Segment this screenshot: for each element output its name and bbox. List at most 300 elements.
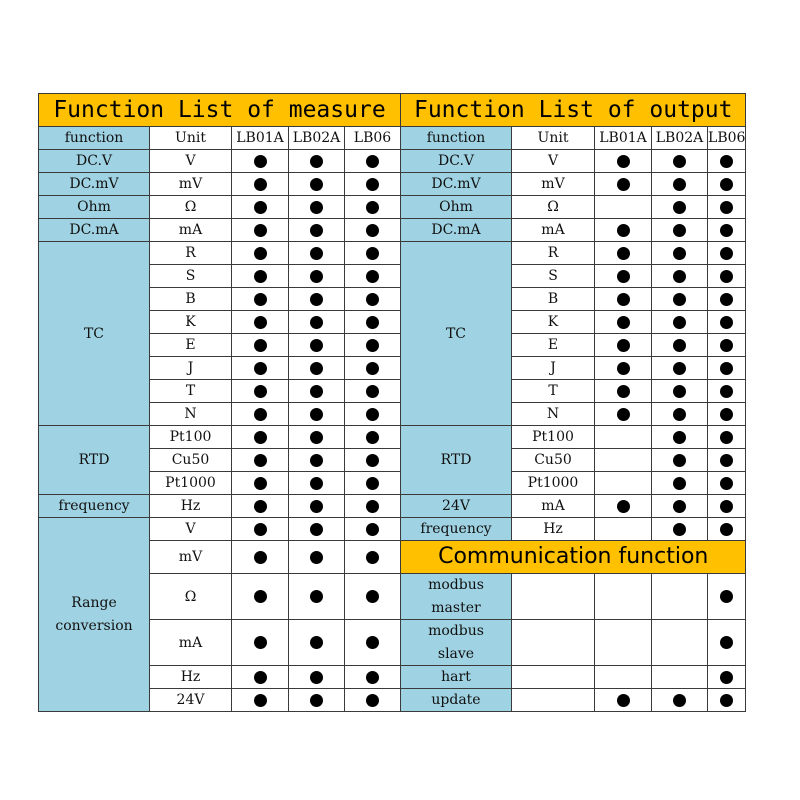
supported-dot-icon	[254, 694, 267, 707]
supported-dot-icon	[366, 636, 379, 649]
support-cell	[345, 150, 401, 173]
supported-dot-icon	[310, 339, 323, 352]
support-cell	[232, 265, 289, 288]
support-cell	[345, 574, 401, 620]
comm-unit	[512, 689, 595, 712]
supported-dot-icon	[720, 339, 733, 352]
output-function: 24V	[401, 495, 512, 518]
support-cell	[289, 518, 345, 541]
supported-dot-icon	[310, 671, 323, 684]
supported-dot-icon	[720, 270, 733, 283]
supported-dot-icon	[673, 523, 686, 536]
support-cell	[708, 380, 746, 403]
support-cell	[345, 380, 401, 403]
support-cell	[708, 472, 746, 495]
supported-dot-icon	[310, 155, 323, 168]
support-cell	[652, 265, 708, 288]
supported-dot-icon	[254, 477, 267, 490]
measure-unit: Ω	[150, 574, 232, 620]
output-function: DC.mV	[401, 173, 512, 196]
comm-function: update	[401, 689, 512, 712]
support-cell	[708, 265, 746, 288]
supported-dot-icon	[673, 201, 686, 214]
support-cell	[345, 541, 401, 574]
support-cell	[345, 449, 401, 472]
support-cell	[595, 357, 652, 380]
support-cell	[595, 380, 652, 403]
support-cell	[652, 242, 708, 265]
output-unit: mV	[512, 173, 595, 196]
support-cell	[232, 403, 289, 426]
supported-dot-icon	[254, 178, 267, 191]
support-cell	[652, 689, 708, 712]
output-unit: B	[512, 288, 595, 311]
support-cell	[232, 574, 289, 620]
measure-unit: Pt1000	[150, 472, 232, 495]
supported-dot-icon	[673, 270, 686, 283]
supported-dot-icon	[310, 694, 323, 707]
measure-rtd-group: RTD	[39, 426, 150, 495]
measure-unit: Pt100	[150, 426, 232, 449]
support-cell	[595, 311, 652, 334]
support-cell	[708, 242, 746, 265]
output-function: DC.V	[401, 150, 512, 173]
support-cell	[652, 449, 708, 472]
support-cell	[595, 403, 652, 426]
supported-dot-icon	[310, 293, 323, 306]
supported-dot-icon	[720, 201, 733, 214]
support-cell	[595, 495, 652, 518]
support-cell	[595, 574, 652, 620]
supported-dot-icon	[310, 385, 323, 398]
support-cell	[652, 620, 708, 666]
output-unit: S	[512, 265, 595, 288]
supported-dot-icon	[254, 551, 267, 564]
support-cell	[652, 357, 708, 380]
support-cell	[652, 426, 708, 449]
supported-dot-icon	[617, 293, 630, 306]
measure-unit: Ω	[150, 196, 232, 219]
output-unit: E	[512, 334, 595, 357]
supported-dot-icon	[617, 270, 630, 283]
output-tc-group: TC	[401, 242, 512, 426]
output-header-function: function	[401, 127, 512, 150]
output-unit: Cu50	[512, 449, 595, 472]
support-cell	[345, 334, 401, 357]
measure-header-lb02a: LB02A	[289, 127, 345, 150]
supported-dot-icon	[617, 694, 630, 707]
supported-dot-icon	[254, 454, 267, 467]
support-cell	[595, 219, 652, 242]
measure-unit: N	[150, 403, 232, 426]
supported-dot-icon	[366, 477, 379, 490]
supported-dot-icon	[310, 224, 323, 237]
comm-unit	[512, 574, 595, 620]
supported-dot-icon	[673, 247, 686, 260]
support-cell	[595, 620, 652, 666]
support-cell	[708, 666, 746, 689]
support-cell	[232, 219, 289, 242]
supported-dot-icon	[366, 201, 379, 214]
supported-dot-icon	[310, 431, 323, 444]
support-cell	[345, 357, 401, 380]
support-cell	[289, 311, 345, 334]
measure-function: DC.mA	[39, 219, 150, 242]
measure-unit: V	[150, 518, 232, 541]
supported-dot-icon	[254, 385, 267, 398]
support-cell	[652, 380, 708, 403]
supported-dot-icon	[720, 362, 733, 375]
support-cell	[289, 173, 345, 196]
output-function: Ohm	[401, 196, 512, 219]
supported-dot-icon	[720, 694, 733, 707]
modbus-slave-label: modbus slave	[428, 623, 484, 662]
supported-dot-icon	[254, 671, 267, 684]
supported-dot-icon	[617, 155, 630, 168]
supported-dot-icon	[310, 408, 323, 421]
output-unit: V	[512, 150, 595, 173]
supported-dot-icon	[673, 155, 686, 168]
supported-dot-icon	[673, 178, 686, 191]
supported-dot-icon	[254, 523, 267, 536]
support-cell	[232, 541, 289, 574]
output-function: frequency	[401, 518, 512, 541]
supported-dot-icon	[720, 477, 733, 490]
support-cell	[232, 288, 289, 311]
output-rtd-group: RTD	[401, 426, 512, 495]
support-cell	[289, 574, 345, 620]
measure-function: DC.V	[39, 150, 150, 173]
measure-title: Function List of measure	[39, 94, 401, 127]
support-cell	[652, 196, 708, 219]
supported-dot-icon	[720, 590, 733, 603]
supported-dot-icon	[673, 694, 686, 707]
measure-unit: Hz	[150, 495, 232, 518]
supported-dot-icon	[617, 500, 630, 513]
supported-dot-icon	[720, 671, 733, 684]
supported-dot-icon	[673, 316, 686, 329]
supported-dot-icon	[617, 316, 630, 329]
support-cell	[652, 403, 708, 426]
support-cell	[289, 449, 345, 472]
output-unit: Pt100	[512, 426, 595, 449]
supported-dot-icon	[310, 590, 323, 603]
support-cell	[289, 357, 345, 380]
supported-dot-icon	[310, 316, 323, 329]
supported-dot-icon	[617, 408, 630, 421]
support-cell	[652, 334, 708, 357]
supported-dot-icon	[310, 362, 323, 375]
supported-dot-icon	[366, 339, 379, 352]
measure-header-lb01a: LB01A	[232, 127, 289, 150]
supported-dot-icon	[310, 454, 323, 467]
support-cell	[652, 518, 708, 541]
support-cell	[289, 541, 345, 574]
comm-function	[401, 620, 512, 666]
supported-dot-icon	[673, 454, 686, 467]
support-cell	[595, 334, 652, 357]
supported-dot-icon	[720, 293, 733, 306]
support-cell	[289, 426, 345, 449]
supported-dot-icon	[366, 500, 379, 513]
support-cell	[652, 173, 708, 196]
supported-dot-icon	[366, 671, 379, 684]
support-cell	[708, 357, 746, 380]
supported-dot-icon	[366, 385, 379, 398]
comm-unit	[512, 666, 595, 689]
support-cell	[595, 196, 652, 219]
support-cell	[345, 403, 401, 426]
supported-dot-icon	[366, 694, 379, 707]
supported-dot-icon	[673, 362, 686, 375]
support-cell	[595, 518, 652, 541]
output-unit: K	[512, 311, 595, 334]
support-cell	[289, 666, 345, 689]
support-cell	[652, 574, 708, 620]
supported-dot-icon	[673, 339, 686, 352]
support-cell	[595, 449, 652, 472]
supported-dot-icon	[366, 293, 379, 306]
support-cell	[232, 242, 289, 265]
supported-dot-icon	[366, 316, 379, 329]
output-unit: N	[512, 403, 595, 426]
support-cell	[595, 242, 652, 265]
output-unit: mA	[512, 495, 595, 518]
support-cell	[345, 196, 401, 219]
supported-dot-icon	[366, 270, 379, 283]
measure-unit: Hz	[150, 666, 232, 689]
supported-dot-icon	[310, 551, 323, 564]
support-cell	[708, 150, 746, 173]
supported-dot-icon	[366, 224, 379, 237]
supported-dot-icon	[617, 339, 630, 352]
support-cell	[708, 334, 746, 357]
supported-dot-icon	[720, 523, 733, 536]
supported-dot-icon	[254, 500, 267, 513]
support-cell	[289, 380, 345, 403]
supported-dot-icon	[254, 247, 267, 260]
output-unit: T	[512, 380, 595, 403]
support-cell	[232, 357, 289, 380]
output-unit: Pt1000	[512, 472, 595, 495]
supported-dot-icon	[673, 224, 686, 237]
supported-dot-icon	[673, 431, 686, 444]
support-cell	[232, 472, 289, 495]
support-cell	[345, 219, 401, 242]
measure-function: Ohm	[39, 196, 150, 219]
support-cell	[345, 620, 401, 666]
supported-dot-icon	[720, 178, 733, 191]
supported-dot-icon	[254, 408, 267, 421]
support-cell	[232, 196, 289, 219]
supported-dot-icon	[366, 362, 379, 375]
measure-header-function: function	[39, 127, 150, 150]
support-cell	[652, 288, 708, 311]
supported-dot-icon	[366, 155, 379, 168]
supported-dot-icon	[254, 339, 267, 352]
supported-dot-icon	[366, 551, 379, 564]
supported-dot-icon	[617, 178, 630, 191]
supported-dot-icon	[720, 636, 733, 649]
comm-function: hart	[401, 666, 512, 689]
support-cell	[345, 265, 401, 288]
support-cell	[708, 219, 746, 242]
supported-dot-icon	[366, 178, 379, 191]
measure-unit: B	[150, 288, 232, 311]
support-cell	[595, 689, 652, 712]
measure-unit: S	[150, 265, 232, 288]
supported-dot-icon	[310, 178, 323, 191]
support-cell	[708, 288, 746, 311]
support-cell	[289, 472, 345, 495]
measure-unit: mA	[150, 219, 232, 242]
measure-unit: 24V	[150, 689, 232, 712]
support-cell	[708, 518, 746, 541]
measure-unit: Cu50	[150, 449, 232, 472]
support-cell	[232, 449, 289, 472]
measure-range-group	[39, 518, 150, 712]
supported-dot-icon	[617, 385, 630, 398]
support-cell	[708, 495, 746, 518]
measure-unit: V	[150, 150, 232, 173]
support-cell	[708, 689, 746, 712]
supported-dot-icon	[310, 270, 323, 283]
supported-dot-icon	[617, 224, 630, 237]
measure-function: frequency	[39, 495, 150, 518]
support-cell	[232, 518, 289, 541]
supported-dot-icon	[254, 636, 267, 649]
supported-dot-icon	[310, 201, 323, 214]
supported-dot-icon	[254, 590, 267, 603]
supported-dot-icon	[366, 408, 379, 421]
measure-unit: mV	[150, 541, 232, 574]
support-cell	[232, 380, 289, 403]
supported-dot-icon	[254, 201, 267, 214]
support-cell	[595, 472, 652, 495]
modbus-master-label: modbus master	[428, 577, 484, 616]
support-cell	[345, 689, 401, 712]
supported-dot-icon	[366, 523, 379, 536]
supported-dot-icon	[720, 247, 733, 260]
measure-unit: J	[150, 357, 232, 380]
supported-dot-icon	[254, 224, 267, 237]
supported-dot-icon	[720, 454, 733, 467]
measure-unit: R	[150, 242, 232, 265]
support-cell	[595, 150, 652, 173]
measure-unit: T	[150, 380, 232, 403]
support-cell	[595, 288, 652, 311]
support-cell	[289, 265, 345, 288]
support-cell	[708, 426, 746, 449]
supported-dot-icon	[310, 523, 323, 536]
output-header-lb01a: LB01A	[595, 127, 652, 150]
support-cell	[652, 472, 708, 495]
support-cell	[232, 150, 289, 173]
supported-dot-icon	[720, 385, 733, 398]
output-unit: J	[512, 357, 595, 380]
measure-header-unit: Unit	[150, 127, 232, 150]
supported-dot-icon	[254, 155, 267, 168]
output-unit: Hz	[512, 518, 595, 541]
supported-dot-icon	[673, 408, 686, 421]
supported-dot-icon	[310, 477, 323, 490]
communication-title: Communication function	[401, 541, 746, 574]
supported-dot-icon	[720, 408, 733, 421]
comm-unit	[512, 620, 595, 666]
support-cell	[595, 173, 652, 196]
support-cell	[345, 472, 401, 495]
support-cell	[595, 666, 652, 689]
supported-dot-icon	[673, 500, 686, 513]
support-cell	[652, 495, 708, 518]
support-cell	[708, 620, 746, 666]
support-cell	[708, 196, 746, 219]
support-cell	[289, 334, 345, 357]
support-cell	[289, 196, 345, 219]
support-cell	[345, 518, 401, 541]
output-header-unit: Unit	[512, 127, 595, 150]
support-cell	[232, 620, 289, 666]
support-cell	[708, 311, 746, 334]
support-cell	[708, 403, 746, 426]
support-cell	[232, 311, 289, 334]
supported-dot-icon	[673, 385, 686, 398]
measure-unit: mA	[150, 620, 232, 666]
comm-function	[401, 574, 512, 620]
supported-dot-icon	[617, 362, 630, 375]
supported-dot-icon	[254, 270, 267, 283]
support-cell	[232, 426, 289, 449]
measure-unit: E	[150, 334, 232, 357]
support-cell	[595, 265, 652, 288]
support-cell	[345, 242, 401, 265]
supported-dot-icon	[720, 431, 733, 444]
support-cell	[289, 689, 345, 712]
support-cell	[289, 150, 345, 173]
output-unit: Ω	[512, 196, 595, 219]
supported-dot-icon	[366, 590, 379, 603]
support-cell	[232, 334, 289, 357]
support-cell	[708, 449, 746, 472]
supported-dot-icon	[254, 293, 267, 306]
range-conversion-label: Range conversion	[55, 595, 133, 634]
support-cell	[232, 689, 289, 712]
support-cell	[345, 311, 401, 334]
output-unit: mA	[512, 219, 595, 242]
support-cell	[708, 574, 746, 620]
support-cell	[345, 426, 401, 449]
support-cell	[289, 620, 345, 666]
supported-dot-icon	[720, 155, 733, 168]
support-cell	[289, 288, 345, 311]
support-cell	[289, 403, 345, 426]
measure-unit: mV	[150, 173, 232, 196]
support-cell	[232, 173, 289, 196]
support-cell	[232, 666, 289, 689]
support-cell	[289, 242, 345, 265]
support-cell	[708, 173, 746, 196]
support-cell	[652, 311, 708, 334]
support-cell	[652, 666, 708, 689]
support-cell	[652, 219, 708, 242]
support-cell	[289, 495, 345, 518]
supported-dot-icon	[720, 500, 733, 513]
supported-dot-icon	[366, 431, 379, 444]
supported-dot-icon	[310, 247, 323, 260]
supported-dot-icon	[673, 477, 686, 490]
support-cell	[345, 666, 401, 689]
support-cell	[345, 288, 401, 311]
